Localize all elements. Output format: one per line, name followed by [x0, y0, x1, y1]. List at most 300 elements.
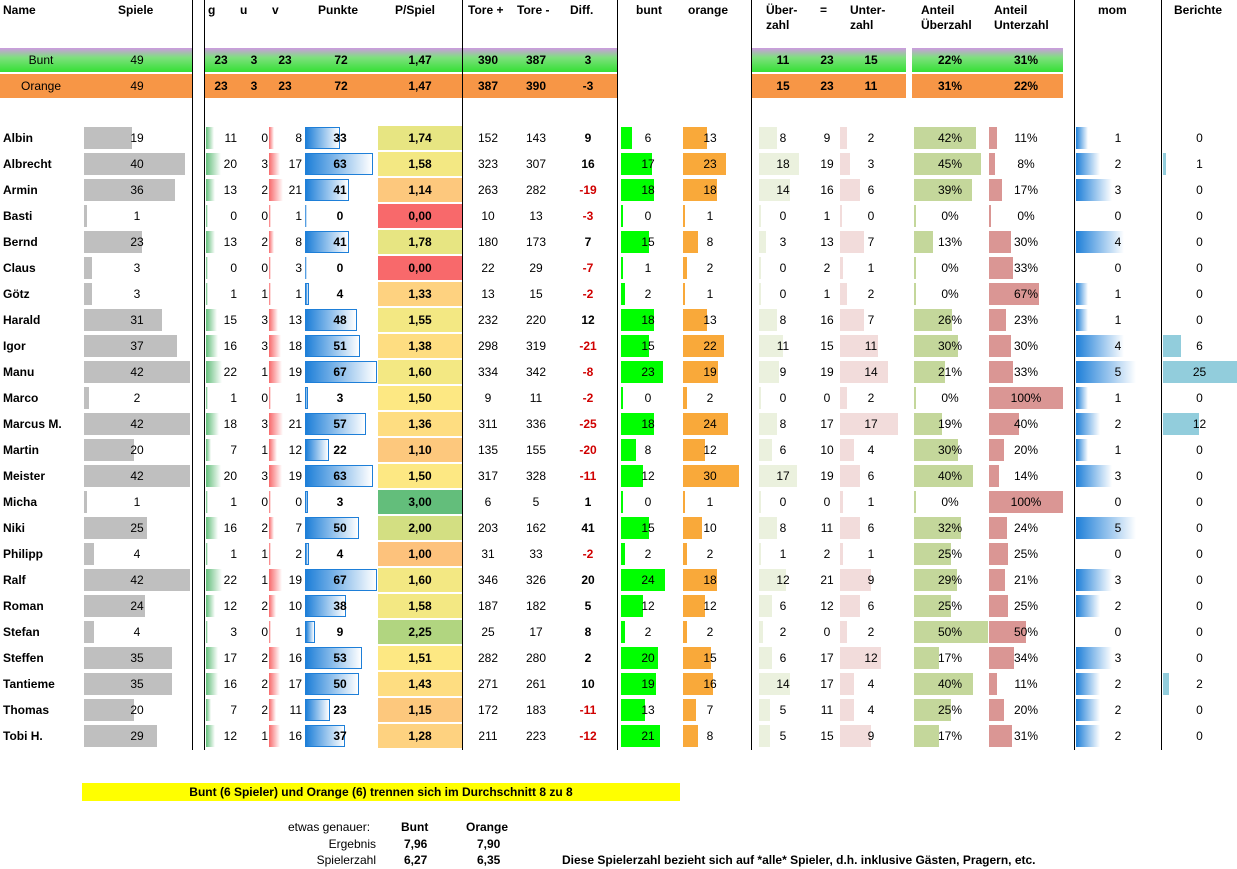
row-igor-tore-minus: 319: [525, 339, 547, 353]
row-steffen-anteil-ueberzahl: 17%: [937, 651, 963, 665]
row-philipp-g: 1: [230, 547, 237, 561]
row-basti-orange: 1: [706, 209, 714, 223]
team-bunt-unterzahl: 15: [864, 53, 878, 67]
team-bunt-tore-minus: 387: [525, 53, 547, 67]
header-gleich: =: [820, 3, 828, 17]
row-meister-berichte: 0: [1196, 469, 1203, 483]
header-g: g: [208, 3, 216, 17]
row-philipp-v: 2: [295, 547, 302, 561]
row-marco-mom: 1: [1114, 391, 1122, 405]
row-albin-mom: 1: [1114, 131, 1122, 145]
row-claus-spiele: 3: [133, 261, 141, 275]
row-tantieme-pspiel: 1,43: [408, 677, 432, 691]
row-philipp-anteil-unterzahl: 25%: [1013, 547, 1039, 561]
row-claus-anteil-unterzahl: 33%: [1013, 261, 1039, 275]
row-claus-tore-plus: 22: [481, 261, 495, 275]
row-stefan-punkte: 9: [336, 625, 344, 639]
row-steffen-gleich: 17: [820, 651, 834, 665]
summary-col-orange: Orange: [466, 820, 509, 834]
row-stefan-gleich: 0: [823, 625, 831, 639]
row-martin-berichte: 0: [1196, 443, 1203, 457]
row-igor-gleich: 15: [820, 339, 834, 353]
row-marco-punkte: 3: [336, 391, 344, 405]
row-ralf-berichte: 0: [1196, 573, 1203, 587]
row-harald-anteil-ueberzahl: 26%: [937, 313, 963, 327]
row-steffen-name: Steffen: [3, 651, 44, 665]
row-marcus-m-orange: 24: [703, 417, 717, 431]
row-tantieme-gleich: 17: [820, 677, 834, 691]
row-igor-v: 18: [288, 339, 302, 353]
row-g-tz-tore-plus: 13: [481, 287, 495, 301]
row-marco-anteil-ueberzahl: 0%: [941, 391, 959, 405]
row-philipp-bunt: 2: [644, 547, 652, 561]
row-steffen-spiele: 35: [130, 651, 144, 665]
row-ralf-spiele: 42: [130, 573, 144, 587]
row-steffen-pspiel: 1,51: [408, 651, 432, 665]
row-martin-unterzahl: 4: [867, 443, 875, 457]
header-ueberzahl-line2: zahl: [766, 18, 790, 32]
row-marco-g: 1: [230, 391, 237, 405]
row-g-tz-gleich: 1: [823, 287, 831, 301]
row-roman-name: Roman: [3, 599, 44, 613]
team-bunt-v: 23: [278, 53, 292, 67]
team-orange-name: Orange: [20, 79, 62, 93]
row-niki-unterzahl: 6: [867, 521, 875, 535]
team-bunt-spiele: 49: [130, 53, 144, 67]
row-albin-spiele: 19: [130, 131, 144, 145]
row-philipp-ueberzahl: 1: [779, 547, 787, 561]
row-ralf-v: 19: [288, 573, 302, 587]
row-claus-tore-minus: 29: [529, 261, 543, 275]
row-niki-name: Niki: [3, 521, 26, 535]
row-basti-diff: -3: [582, 209, 594, 223]
row-albrecht-punkte: 63: [333, 157, 347, 171]
row-stefan-tore-minus: 17: [529, 625, 543, 639]
row-tobi-h-tore-minus: 223: [525, 729, 547, 743]
row-basti-anteil-unterzahl: 0%: [1017, 209, 1035, 223]
row-manu-diff: -8: [582, 365, 594, 379]
row-basti-ueberzahl: 0: [779, 209, 787, 223]
team-bunt-gleich: 23: [820, 53, 834, 67]
row-basti-tore-minus: 13: [529, 209, 543, 223]
column-separator: [192, 0, 193, 750]
row-meister-mom: 3: [1114, 469, 1122, 483]
row-ralf-unterzahl: 9: [867, 573, 875, 587]
row-micha-pspiel: 3,00: [408, 495, 432, 509]
row-roman-anteil-unterzahl: 25%: [1013, 599, 1039, 613]
row-ralf-ueberzahl: 12: [776, 573, 790, 587]
row-g-tz-anteil-ueberzahl: 0%: [941, 287, 959, 301]
row-niki-berichte: 0: [1196, 521, 1203, 535]
row-stefan-tore-plus: 25: [481, 625, 495, 639]
row-albrecht-bunt: 17: [641, 157, 655, 171]
team-bunt-anteil-unterzahl: 31%: [1013, 53, 1039, 67]
row-philipp-orange: 2: [706, 547, 714, 561]
row-niki-orange: 10: [703, 521, 717, 535]
row-claus-orange: 2: [706, 261, 714, 275]
row-igor-punkte: 51: [333, 339, 347, 353]
row-meister-tore-plus: 317: [477, 469, 499, 483]
row-philipp-name: Philipp: [3, 547, 43, 561]
row-albrecht-anteil-unterzahl: 8%: [1017, 157, 1035, 171]
row-tobi-h-orange: 8: [706, 729, 714, 743]
row-harald-g: 15: [223, 313, 237, 327]
row-roman-u: 2: [261, 599, 268, 613]
row-basti-spiele: 1: [133, 209, 141, 223]
row-harald-mom: 1: [1114, 313, 1122, 327]
row-marcus-m-u: 3: [261, 417, 268, 431]
column-separator: [462, 0, 463, 750]
row-harald-spiele: 31: [130, 313, 144, 327]
row-philipp-punkte: 4: [336, 547, 344, 561]
row-marco-ueberzahl: 0: [779, 391, 787, 405]
row-manu-ueberzahl: 9: [779, 365, 787, 379]
row-bernd-tore-plus: 180: [477, 235, 499, 249]
row-manu-bunt: 23: [641, 365, 655, 379]
row-armin-u: 2: [261, 183, 268, 197]
column-separator: [204, 0, 205, 750]
row-manu-unterzahl: 14: [864, 365, 878, 379]
row-roman-tore-minus: 182: [525, 599, 547, 613]
row-basti-bunt: 0: [644, 209, 652, 223]
row-armin-punkte: 41: [333, 183, 347, 197]
row-niki-punkte: 50: [333, 521, 347, 535]
row-martin-v: 12: [288, 443, 302, 457]
row-stefan-bunt: 2: [644, 625, 652, 639]
row-claus-anteil-ueberzahl: 0%: [941, 261, 959, 275]
header-ueberzahl-line1: Über-: [766, 3, 798, 17]
row-bernd-punkte: 41: [333, 235, 347, 249]
row-ralf-orange: 18: [703, 573, 717, 587]
row-marco-bunt: 0: [644, 391, 652, 405]
row-igor-name: Igor: [3, 339, 26, 353]
team-bunt-pspiel: 1,47: [408, 53, 432, 67]
row-ralf-u: 1: [261, 573, 268, 587]
row-basti-pspiel: 0,00: [408, 209, 432, 223]
row-steffen-bunt: 20: [641, 651, 655, 665]
row-manu-u: 1: [261, 365, 268, 379]
row-micha-u: 0: [261, 495, 268, 509]
row-ralf-tore-minus: 326: [525, 573, 547, 587]
row-meister-orange: 30: [703, 469, 717, 483]
row-steffen-tore-plus: 282: [477, 651, 499, 665]
row-bernd-v: 8: [295, 235, 302, 249]
team-orange-punkte: 72: [334, 79, 348, 93]
row-niki-pspiel: 2,00: [408, 521, 432, 535]
row-micha-punkte: 3: [336, 495, 344, 509]
row-tobi-h-pspiel: 1,28: [408, 729, 432, 743]
row-tantieme-orange: 16: [703, 677, 717, 691]
row-ralf-punkte: 67: [333, 573, 347, 587]
row-tantieme-ueberzahl: 14: [776, 677, 790, 691]
row-roman-v: 10: [288, 599, 302, 613]
spielerzahl-orange: 6,35: [477, 853, 501, 867]
row-ralf-bunt: 24: [641, 573, 655, 587]
row-g-tz-g: 1: [230, 287, 237, 301]
row-igor-unterzahl: 11: [864, 339, 878, 353]
row-ralf-gleich: 21: [820, 573, 834, 587]
row-meister-bunt: 12: [641, 469, 655, 483]
row-tantieme-punkte: 50: [333, 677, 347, 691]
row-marcus-m-g: 18: [223, 417, 237, 431]
row-roman-gleich: 12: [820, 599, 834, 613]
row-manu-mom: 5: [1114, 365, 1122, 379]
row-g-tz-diff: -2: [582, 287, 594, 301]
row-g-tz-spiele: 3: [133, 287, 141, 301]
row-harald-u: 3: [261, 313, 268, 327]
row-ralf-g: 22: [223, 573, 237, 587]
row-tobi-h-tore-plus: 211: [478, 729, 498, 743]
row-stefan-diff: 8: [584, 625, 592, 639]
row-tantieme-name: Tantieme: [3, 677, 55, 691]
row-meister-diff: -11: [579, 469, 597, 483]
row-basti-mom: 0: [1114, 209, 1122, 223]
row-albin-tore-minus: 143: [525, 131, 547, 145]
row-albin-berichte: 0: [1196, 131, 1203, 145]
row-g-tz-unterzahl: 2: [867, 287, 875, 301]
row-niki-diff: 41: [581, 521, 595, 535]
row-philipp-spiele: 4: [133, 547, 141, 561]
row-thomas-gleich: 11: [820, 703, 834, 717]
row-stefan-g: 3: [230, 625, 237, 639]
row-bernd-pspiel: 1,78: [408, 235, 432, 249]
row-claus-u: 0: [261, 261, 268, 275]
row-roman-punkte: 38: [333, 599, 347, 613]
row-thomas-v: 11: [289, 703, 302, 717]
row-steffen-mom: 3: [1114, 651, 1122, 665]
row-philipp-diff: -2: [582, 547, 594, 561]
row-marcus-m-ueberzahl: 8: [779, 417, 787, 431]
row-tantieme-tore-minus: 261: [525, 677, 547, 691]
row-bernd-g: 13: [223, 235, 237, 249]
row-micha-unterzahl: 1: [867, 495, 875, 509]
row-harald-diff: 12: [581, 313, 595, 327]
row-micha-v: 0: [295, 495, 302, 509]
row-micha-anteil-unterzahl: 100%: [1010, 495, 1042, 509]
row-g-tz-bunt: 2: [644, 287, 652, 301]
row-albrecht-u: 3: [261, 157, 268, 171]
row-tobi-h-u: 1: [261, 729, 268, 743]
row-igor-anteil-ueberzahl: 30%: [937, 339, 963, 353]
header-spiele: Spiele: [118, 3, 154, 17]
row-armin-mom: 3: [1114, 183, 1122, 197]
team-orange-tore-plus: 387: [477, 79, 499, 93]
row-manu-pspiel: 1,60: [408, 365, 432, 379]
column-separator: [1161, 0, 1162, 750]
row-tobi-h-g: 12: [223, 729, 237, 743]
row-niki-ueberzahl: 8: [779, 521, 787, 535]
row-micha-tore-minus: 5: [532, 495, 540, 509]
row-albrecht-orange: 23: [703, 157, 717, 171]
team-bunt-diff: 3: [584, 53, 592, 67]
row-marcus-m-mom: 2: [1114, 417, 1122, 431]
spielerzahl-label: Spielerzahl: [316, 853, 376, 867]
row-armin-ueberzahl: 14: [776, 183, 790, 197]
row-thomas-punkte: 23: [333, 703, 347, 717]
row-igor-g: 16: [223, 339, 237, 353]
row-bernd-berichte: 0: [1196, 235, 1203, 249]
row-albin-name: Albin: [3, 131, 33, 145]
header-punkte: Punkte: [318, 3, 359, 17]
row-igor-diff: -21: [579, 339, 597, 353]
row-g-tz-ueberzahl: 0: [779, 287, 787, 301]
row-manu-tore-minus: 342: [525, 365, 547, 379]
row-niki-u: 2: [261, 521, 268, 535]
row-armin-anteil-unterzahl: 17%: [1013, 183, 1039, 197]
row-manu-spiele: 42: [130, 365, 144, 379]
row-marco-gleich: 0: [823, 391, 831, 405]
row-basti-anteil-ueberzahl: 0%: [941, 209, 959, 223]
row-marco-berichte: 0: [1196, 391, 1203, 405]
row-tantieme-diff: 10: [581, 677, 595, 691]
row-roman-pspiel: 1,58: [408, 599, 432, 613]
row-micha-tore-plus: 6: [484, 495, 492, 509]
team-orange-g: 23: [214, 79, 228, 93]
row-marcus-m-anteil-ueberzahl: 19%: [937, 417, 963, 431]
row-armin-anteil-ueberzahl: 39%: [937, 183, 963, 197]
header-mom: mom: [1098, 3, 1127, 17]
row-albin-u: 0: [261, 131, 268, 145]
row-basti-v: 1: [295, 209, 302, 223]
row-thomas-pspiel: 1,15: [408, 703, 432, 717]
row-roman-tore-plus: 187: [477, 599, 499, 613]
row-thomas-g: 7: [230, 703, 237, 717]
row-claus-berichte: 0: [1196, 261, 1203, 275]
genauer-label: etwas genauer:: [288, 820, 371, 834]
row-thomas-tore-plus: 172: [477, 703, 499, 717]
row-tobi-h-punkte: 37: [333, 729, 347, 743]
header-unterzahl-line1: Unter-: [850, 3, 886, 17]
row-philipp-pspiel: 1,00: [408, 547, 432, 561]
row-stefan-pspiel: 2,25: [408, 625, 432, 639]
row-albrecht-name: Albrecht: [3, 157, 52, 171]
row-g-tz-tore-minus: 15: [529, 287, 543, 301]
row-harald-pspiel: 1,55: [408, 313, 432, 327]
row-steffen-g: 17: [223, 651, 237, 665]
row-roman-unterzahl: 6: [867, 599, 875, 613]
row-igor-u: 3: [261, 339, 268, 353]
row-steffen-punkte: 53: [333, 651, 347, 665]
row-albin-anteil-ueberzahl: 42%: [937, 131, 963, 145]
row-armin-pspiel: 1,14: [408, 183, 432, 197]
row-thomas-spiele: 20: [130, 703, 144, 717]
row-marcus-m-diff: -25: [579, 417, 597, 431]
row-albin-bunt: 6: [644, 131, 652, 145]
team-orange-gleich: 23: [820, 79, 834, 93]
row-albin-g: 11: [224, 131, 237, 145]
row-martin-punkte: 22: [333, 443, 347, 457]
row-tantieme-tore-plus: 271: [477, 677, 499, 691]
row-micha-bunt: 0: [644, 495, 652, 509]
row-igor-bunt: 15: [641, 339, 655, 353]
row-harald-punkte: 48: [333, 313, 347, 327]
row-thomas-mom: 2: [1114, 703, 1122, 717]
row-basti-punkte: 0: [336, 209, 344, 223]
row-albrecht-pspiel: 1,58: [408, 157, 432, 171]
row-claus-bunt: 1: [644, 261, 652, 275]
row-harald-tore-minus: 220: [525, 313, 547, 327]
row-meister-anteil-unterzahl: 14%: [1013, 469, 1039, 483]
row-bernd-anteil-ueberzahl: 13%: [937, 235, 963, 249]
row-micha-g: 1: [230, 495, 237, 509]
row-manu-punkte: 67: [333, 365, 347, 379]
row-micha-spiele: 1: [133, 495, 141, 509]
row-albin-anteil-unterzahl: 11%: [1014, 131, 1038, 145]
row-meister-ueberzahl: 17: [776, 469, 790, 483]
row-philipp-gleich: 2: [823, 547, 831, 561]
row-tantieme-spiele: 35: [130, 677, 144, 691]
row-stefan-name: Stefan: [3, 625, 40, 639]
row-stefan-spiele: 4: [133, 625, 141, 639]
summary-col-bunt: Bunt: [401, 820, 429, 834]
row-martin-ueberzahl: 6: [779, 443, 787, 457]
row-thomas-name: Thomas: [3, 703, 50, 717]
row-thomas-u: 2: [261, 703, 268, 717]
row-marcus-m-pspiel: 1,36: [408, 417, 432, 431]
row-roman-bunt: 12: [641, 599, 655, 613]
row-basti-unterzahl: 0: [867, 209, 875, 223]
column-separator: [617, 0, 618, 750]
row-marcus-m-punkte: 57: [333, 417, 347, 431]
row-albrecht-mom: 2: [1114, 157, 1122, 171]
row-niki-anteil-unterzahl: 24%: [1013, 521, 1039, 535]
row-g-tz-u: 1: [261, 287, 268, 301]
header-u: u: [240, 3, 248, 17]
row-marco-v: 1: [295, 391, 302, 405]
row-manu-tore-plus: 334: [477, 365, 499, 379]
row-claus-mom: 0: [1114, 261, 1122, 275]
row-albrecht-unterzahl: 3: [867, 157, 875, 171]
row-thomas-unterzahl: 4: [867, 703, 875, 717]
row-bernd-name: Bernd: [3, 235, 38, 249]
row-martin-gleich: 10: [820, 443, 834, 457]
row-marco-u: 0: [261, 391, 268, 405]
row-steffen-berichte: 0: [1196, 651, 1203, 665]
row-marco-tore-plus: 9: [484, 391, 492, 405]
row-meister-gleich: 19: [820, 469, 834, 483]
row-harald-tore-plus: 232: [477, 313, 499, 327]
row-bernd-bunt: 15: [641, 235, 655, 249]
header-anteil-un-line2: Unterzahl: [994, 18, 1049, 32]
row-tobi-h-anteil-unterzahl: 31%: [1013, 729, 1039, 743]
row-niki-tore-minus: 162: [525, 521, 547, 535]
row-steffen-diff: 2: [584, 651, 592, 665]
ergebnis-label: Ergebnis: [328, 837, 376, 851]
header-anteil-un-line1: Anteil: [994, 3, 1028, 17]
row-basti-gleich: 1: [823, 209, 831, 223]
row-steffen-unterzahl: 12: [864, 651, 878, 665]
row-stefan-u: 0: [261, 625, 268, 639]
row-albrecht-tore-minus: 307: [525, 157, 547, 171]
row-igor-ueberzahl: 11: [776, 339, 790, 353]
row-tobi-h-unterzahl: 9: [867, 729, 875, 743]
row-stefan-berichte: 0: [1196, 625, 1203, 639]
row-albrecht-diff: 16: [581, 157, 595, 171]
row-thomas-ueberzahl: 5: [779, 703, 787, 717]
row-micha-gleich: 0: [823, 495, 831, 509]
row-tobi-h-v: 16: [288, 729, 302, 743]
row-micha-orange: 1: [706, 495, 714, 509]
row-tantieme-g: 16: [223, 677, 237, 691]
row-martin-diff: -20: [579, 443, 597, 457]
row-manu-v: 19: [288, 365, 302, 379]
row-igor-orange: 22: [703, 339, 717, 353]
team-bunt-tore-plus: 390: [477, 53, 499, 67]
row-g-tz-anteil-unterzahl: 67%: [1013, 287, 1039, 301]
row-tobi-h-gleich: 15: [820, 729, 834, 743]
team-orange-v: 23: [278, 79, 292, 93]
row-tobi-h-bunt: 21: [641, 729, 655, 743]
